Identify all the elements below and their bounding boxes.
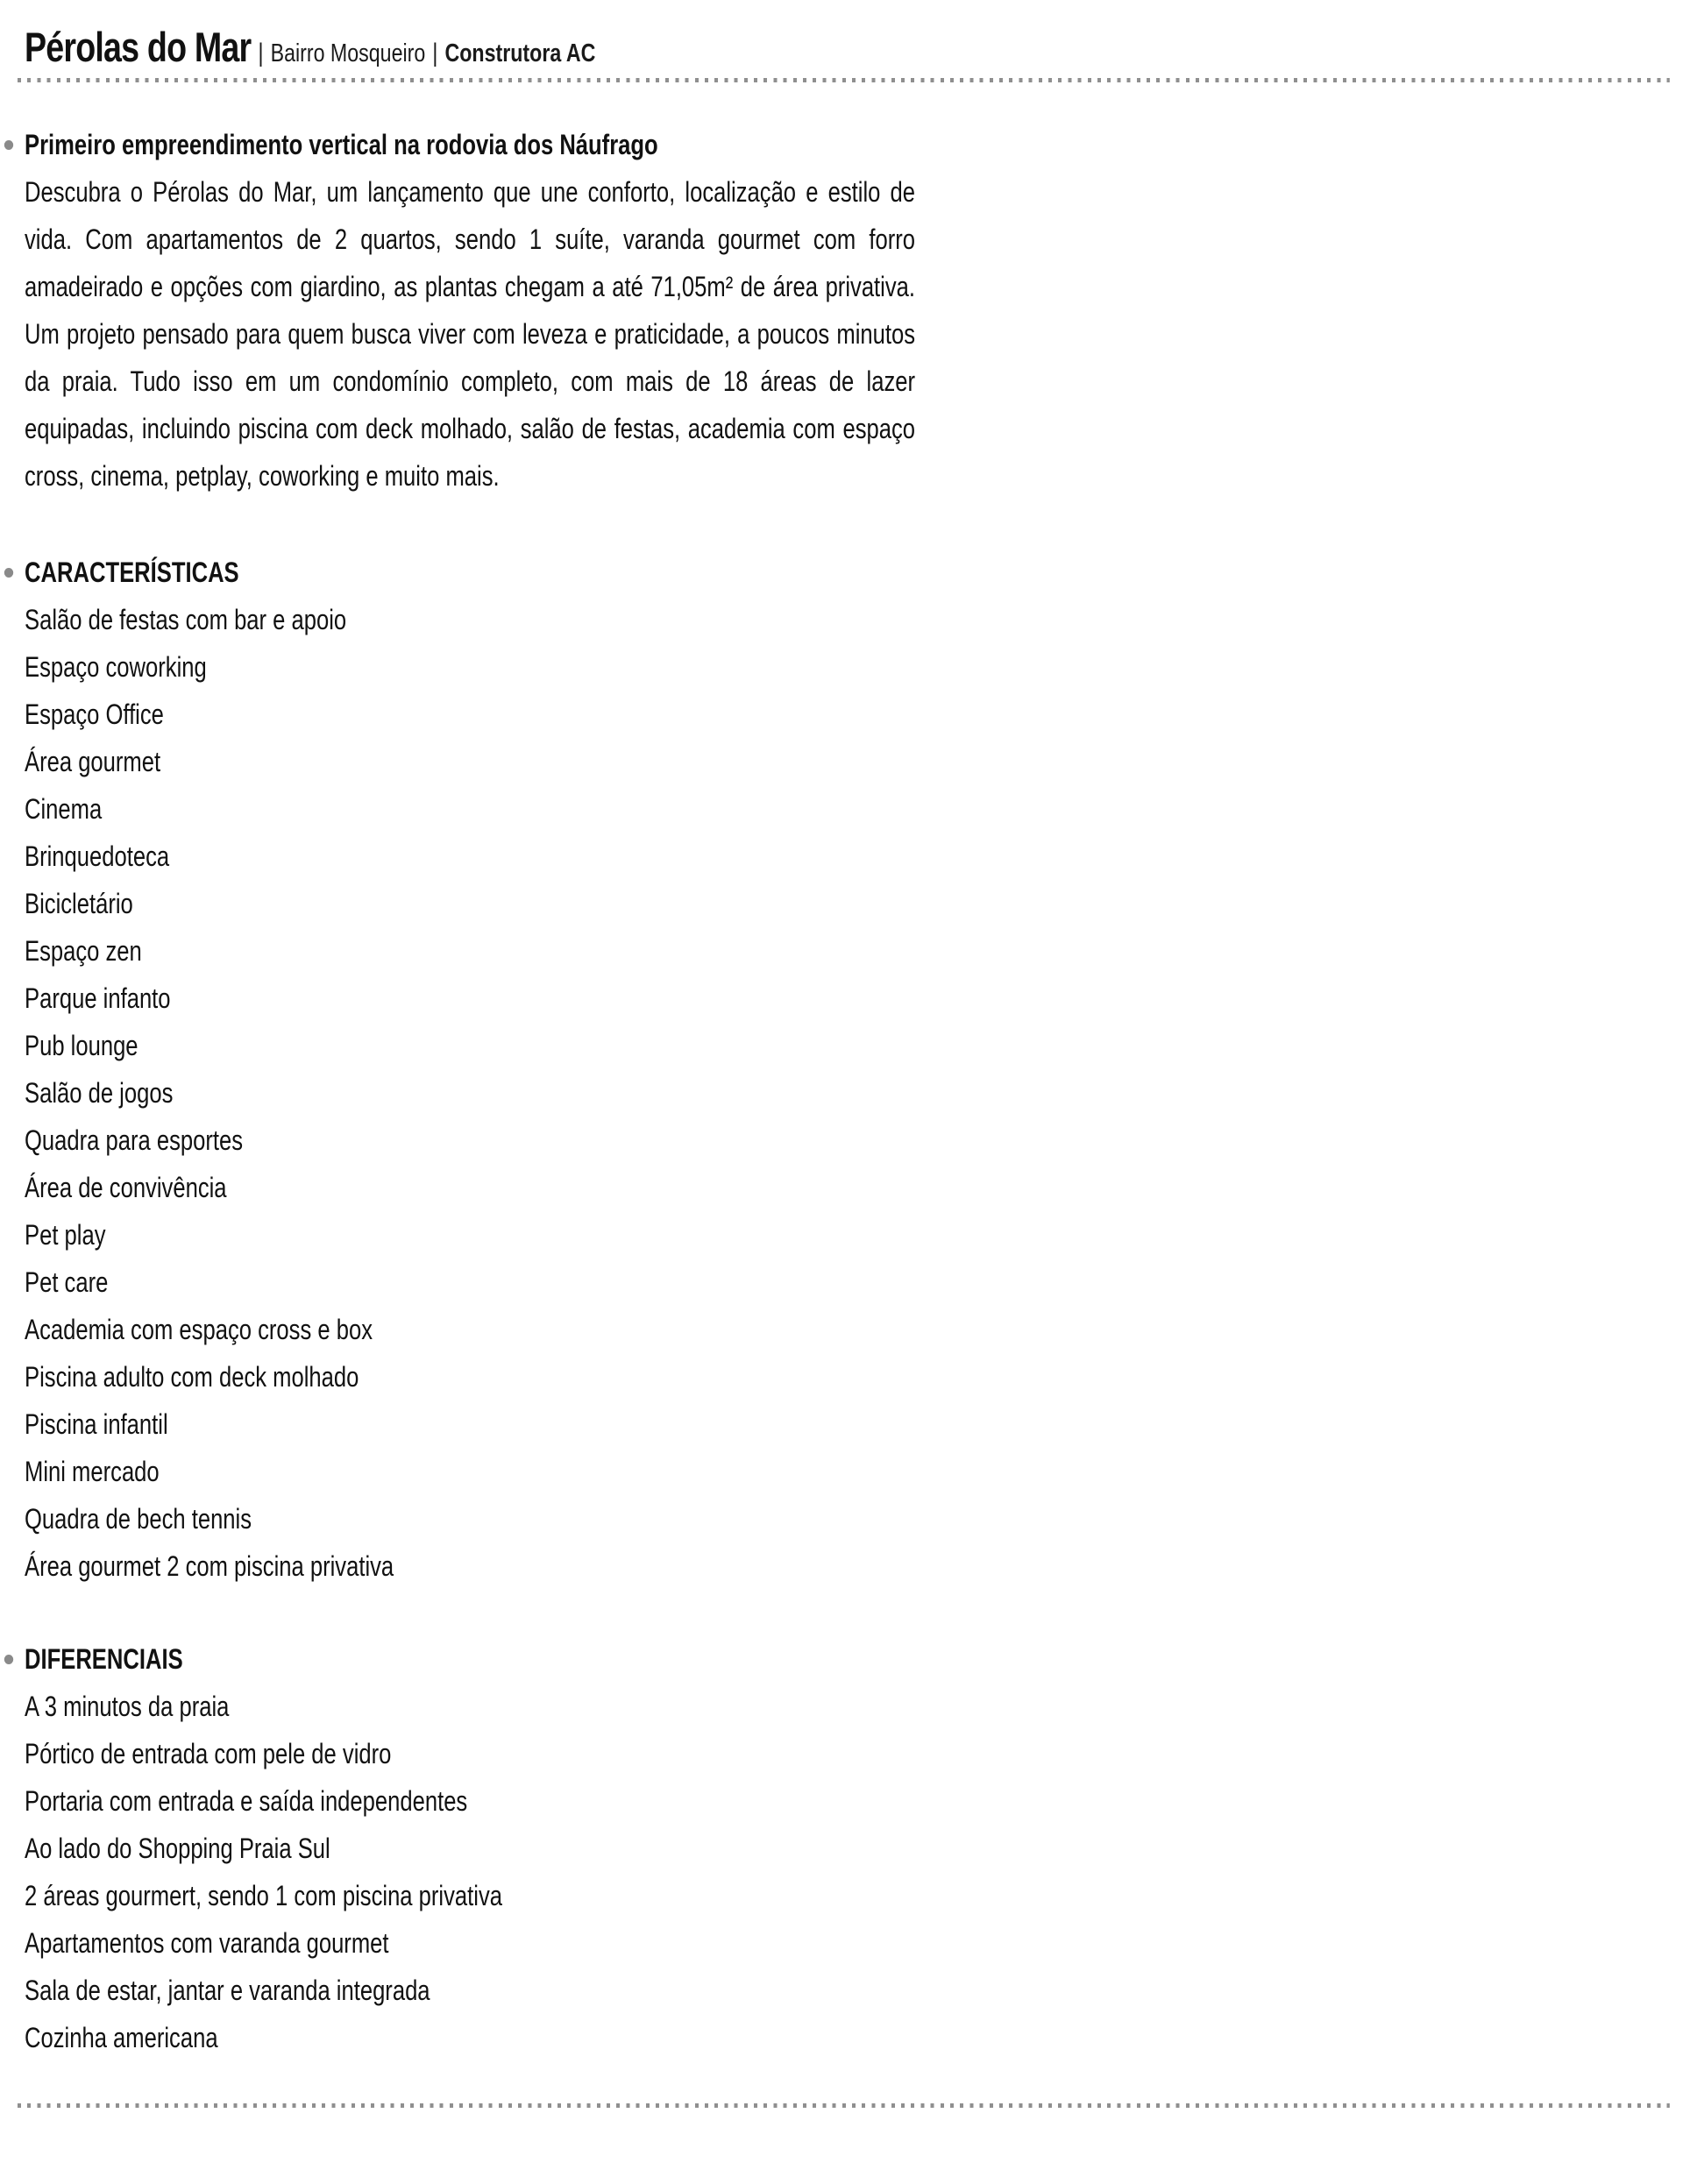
intro-paragraph: Descubra o Pérolas do Mar, um lançamento que une conforto, localização e estilo de vida. Com apartamentos de 2 quartos, sendo 1 suíte, varanda gourmet com forro amadeirado e opções com giardino, as plantas chegam a até 71,05m² de área privativa. Um projeto pensado para quem busca viver com leveza e praticidade, a poucos minutos da praia. Tudo isso em um condomínio completo, com mais de 18 áreas de lazer equipadas, incluindo piscina com deck molhado, salão de festas, academia com espaço cross, cinema, petplay, coworking e muito mais. bbox=[25, 176, 915, 492]
bullet-icon bbox=[4, 140, 13, 150]
bottom-padding bbox=[0, 2108, 1683, 2176]
list-item: Apartamentos com varanda gourmet bbox=[25, 1927, 389, 1959]
list-item: Salão de jogos bbox=[25, 1077, 174, 1109]
list-item: Espaço zen bbox=[25, 935, 142, 967]
list-item: A 3 minutos da praia bbox=[25, 1691, 230, 1722]
list-item: Brinquedoteca bbox=[25, 840, 170, 872]
list-item: Mini mercado bbox=[25, 1456, 160, 1487]
list-item: Espaço coworking bbox=[25, 651, 207, 683]
diferenciais-heading: DIFERENCIAIS bbox=[25, 1643, 183, 1675]
document-header bbox=[25, 23, 1683, 71]
list-item: Piscina adulto com deck molhado bbox=[25, 1361, 359, 1393]
diferenciais-list bbox=[25, 1683, 1683, 2061]
list-item: Parque infanto bbox=[25, 982, 171, 1014]
list-item: Sala de estar, jantar e varanda integrada bbox=[25, 1975, 430, 2006]
list-item: Ao lado do Shopping Praia Sul bbox=[25, 1833, 330, 1864]
list-item: Salão de festas com bar e apoio bbox=[25, 604, 347, 635]
list-item: Cinema bbox=[25, 793, 103, 825]
document-sheet bbox=[0, 23, 1683, 2176]
list-item: Quadra de bech tennis bbox=[25, 1503, 252, 1535]
diferenciais-section bbox=[0, 1635, 1683, 2061]
caracteristicas-section bbox=[0, 549, 1683, 1590]
top-dotted-divider bbox=[18, 78, 1670, 82]
list-item: Cozinha americana bbox=[25, 2022, 218, 2053]
list-item: Portaria com entrada e saída independentes bbox=[25, 1785, 468, 1817]
builder-label: Construtora AC bbox=[444, 39, 596, 67]
list-item: Espaço Office bbox=[25, 698, 164, 730]
list-item: Quadra para esportes bbox=[25, 1124, 244, 1156]
list-item: Pórtico de entrada com pele de vidro bbox=[25, 1738, 392, 1769]
neighborhood-label: Bairro Mosqueiro bbox=[270, 39, 426, 67]
header-separator: | bbox=[258, 39, 264, 67]
list-item: Pub lounge bbox=[25, 1030, 138, 1061]
project-title: Pérolas do Mar bbox=[25, 24, 252, 70]
list-item: Piscina infantil bbox=[25, 1408, 168, 1440]
list-item: Área gourmet bbox=[25, 746, 161, 777]
list-item: Área de convivência bbox=[25, 1172, 227, 1203]
list-item: Área gourmet 2 com piscina privativa bbox=[25, 1550, 394, 1582]
caracteristicas-list bbox=[25, 596, 1683, 1590]
list-item: Pet care bbox=[25, 1266, 109, 1298]
bullet-icon bbox=[4, 1655, 13, 1664]
intro-heading: Primeiro empreendimento vertical na rodovia dos Náufrago bbox=[25, 129, 658, 160]
list-item: Bicicletário bbox=[25, 888, 133, 919]
list-item: Pet play bbox=[25, 1219, 106, 1251]
caracteristicas-heading: CARACTERÍSTICAS bbox=[25, 557, 239, 588]
intro-section bbox=[0, 121, 1683, 500]
header-separator: | bbox=[432, 39, 438, 67]
list-item: 2 áreas gourmert, sendo 1 com piscina privativa bbox=[25, 1880, 502, 1911]
bullet-icon bbox=[4, 568, 13, 578]
list-item: Academia com espaço cross e box bbox=[25, 1314, 373, 1345]
